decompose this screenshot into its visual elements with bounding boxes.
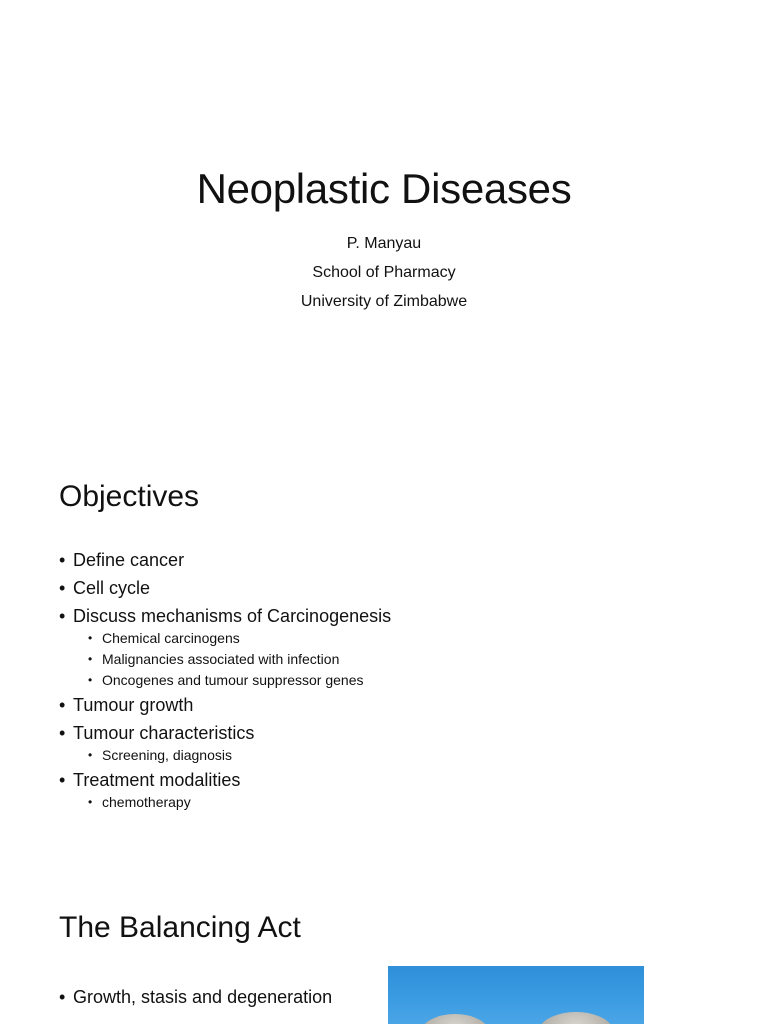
bullet-item: • Define cancer	[59, 546, 391, 574]
school-name: School of Pharmacy	[312, 264, 456, 281]
slide-title: The Balancing Act	[59, 911, 301, 944]
balancing-stones-photo	[388, 966, 644, 1024]
objectives-slide	[0, 432, 768, 864]
sub-bullet-item: • chemotherapy	[59, 792, 391, 813]
sub-bullet-item: • Malignancies associated with infection	[59, 649, 391, 670]
bullet-item: • Discuss mechanisms of Carcinogenesis	[59, 602, 391, 630]
stone-shape	[538, 1012, 614, 1024]
presentation-title: Neoplastic Diseases	[196, 165, 572, 212]
bullet-item: • Tumour growth	[59, 691, 391, 719]
sub-bullet-item: • Oncogenes and tumour suppressor genes	[59, 670, 391, 691]
bullet-item: • Tumour characteristics	[59, 719, 391, 747]
sub-bullet-item: • Screening, diagnosis	[59, 745, 391, 766]
slide-title: Objectives	[59, 480, 200, 513]
university-name: University of Zimbabwe	[300, 293, 468, 310]
subtitle-block	[0, 229, 768, 316]
bullet-item: • Cell cycle	[59, 574, 391, 602]
sub-bullet-item: • Chemical carcinogens	[59, 628, 391, 649]
balancing-act-slide	[0, 864, 768, 1024]
title-slide	[0, 0, 768, 432]
bullet-item: • Growth, stasis and degeneration	[59, 983, 332, 1011]
bullet-list	[59, 983, 332, 1011]
bullet-list	[59, 546, 391, 813]
bullet-item: • Treatment modalities	[59, 766, 391, 794]
author-name: P. Manyau	[346, 235, 422, 252]
stone-shape	[420, 1014, 490, 1024]
